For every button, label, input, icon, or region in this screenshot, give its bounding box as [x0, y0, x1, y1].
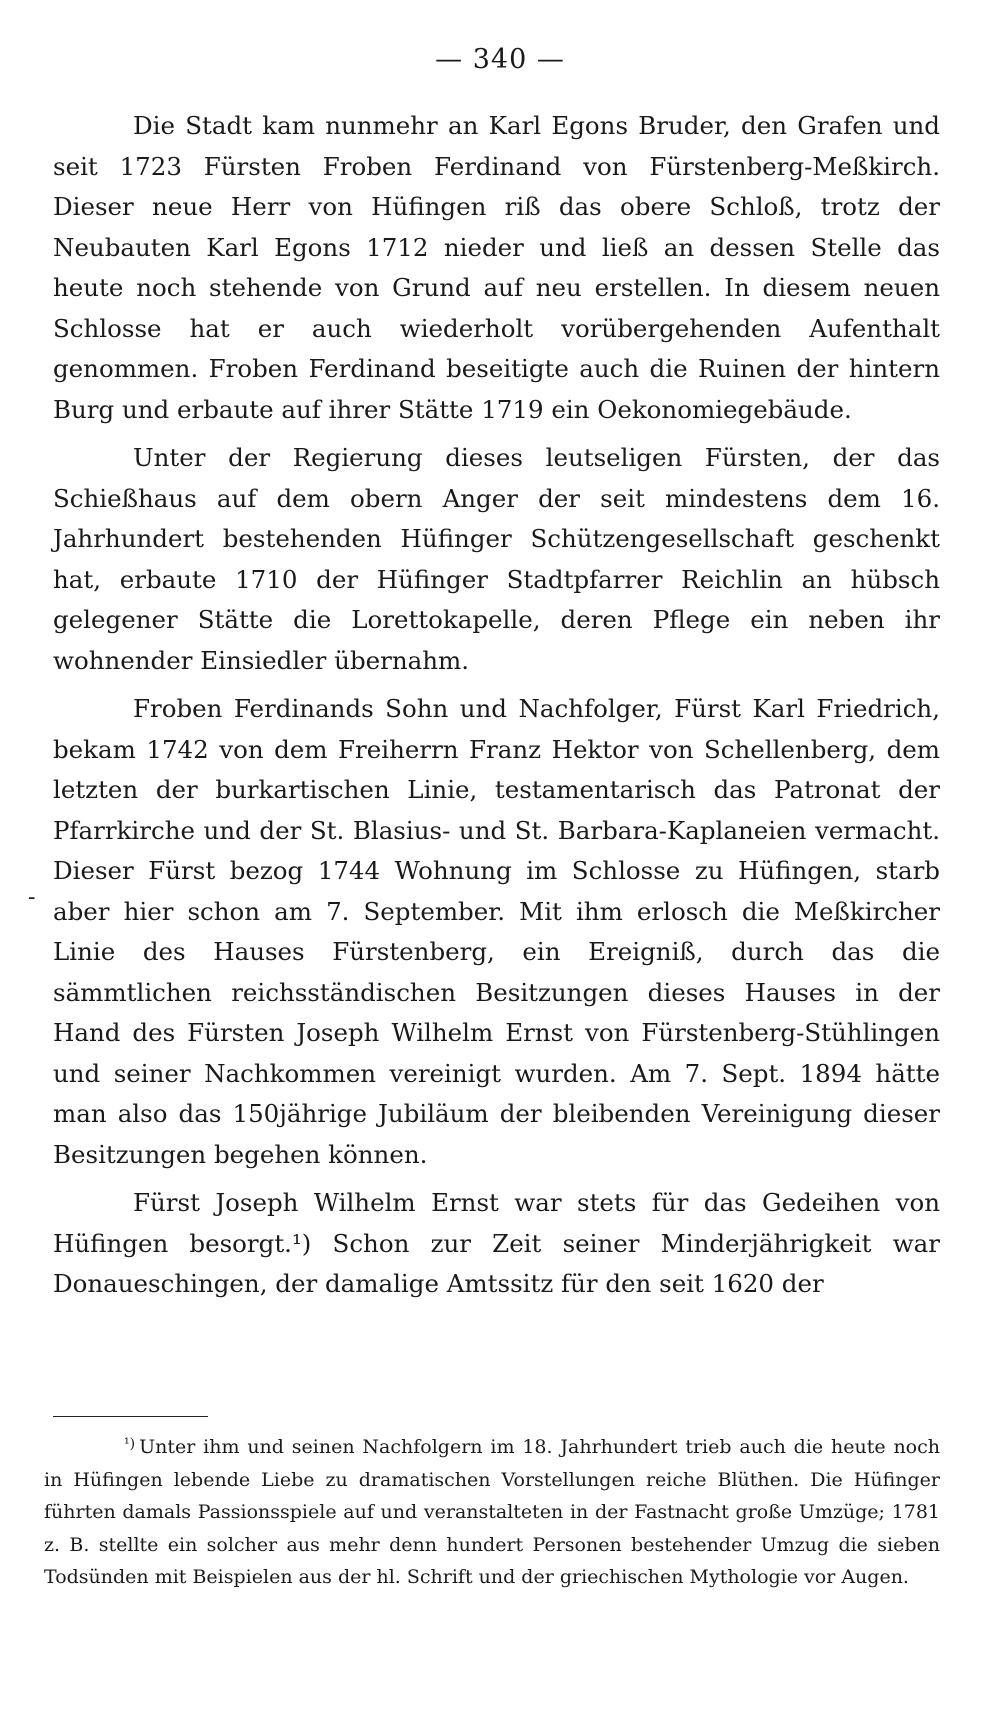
paragraph: Fürst Joseph Wilhelm Ernst war stets für das Gedeihen von Hüfingen besorgt.¹) Schon zur Zeit seiner Minderjährigkeit war Donaueschingen, der damalige Amtssitz für den seit 1620 der: [53, 1188, 940, 1298]
paragraph: Die Stadt kam nunmehr an Karl Egons Bruder, den Grafen und seit 1723 Fürsten Froben Ferdinand von Fürstenberg-Meßkirch. Dieser neue Herr von Hüfingen riß das obere Schloß, trotz der Neubauten Karl Egons 1712 nieder und ließ an dessen Stelle das heute noch stehende von Grund auf neu erstellen. In diesem neuen Schlosse hat er auch wiederholt vorübergehenden Aufenthalt genommen. Froben Ferdinand beseitigte auch die Ruinen der hintern Burg und erbaute auf ihrer Stätte 1719 ein Oekonomiegebäude.: [53, 111, 940, 424]
footnote-paragraph: [44, 1428, 940, 1594]
paragraph: Froben Ferdinands Sohn und Nachfolger, Fürst Karl Friedrich, bekam 1742 von dem Freiherrn Franz Hektor von Schellenberg, dem letzten der burkartischen Linie, testamentarisch das Patronat der Pfarrkirche und der St. Blasius- und St. Barbara-Kaplaneien vermacht. Dieser Fürst bezog 1744 Wohnung im Schlosse zu Hüfingen, starb aber hier schon am 7. September. Mit ihm erlosch die Meßkircher Linie des Hauses Fürstenberg, ein Ereigniß, durch das die sämmtlichen reichsständischen Besitzungen dieses Hauses in der Hand des Fürsten Joseph Wilhelm Ernst von Fürstenberg-Stühlingen und seiner Nachkommen vereinigt wurden. Am 7. Sept. 1894 hätte man also das 150jährige Jubiläum der bleibenden Vereinigung dieser Besitzungen begehen können.: [53, 694, 940, 1169]
footnote-divider: [53, 1416, 208, 1417]
footnote-marker: ¹): [124, 1436, 136, 1452]
paragraph: Unter der Regierung dieses leutseligen Fürsten, der das Schießhaus auf dem obern Anger der seit mindestens dem 16. Jahrhundert bestehenden Hüfinger Schützengesellschaft geschenkt hat, erbaute 1710 der Hüfinger Stadtpfarrer Reichlin an hübsch gelegener Stätte die Lorettokapelle, deren Pflege ein neben ihr wohnender Einsiedler übernahm.: [53, 443, 940, 675]
footnote: [44, 1428, 940, 1594]
page-number: — 340 —: [435, 44, 565, 75]
footnote-text: Unter ihm und seinen Nachfolgern im 18. Jahrhundert trieb auch die heute noch in Hüfingen lebende Liebe zu dramatischen Vorstellungen reiche Blüthen. Die Hüfinger führten damals Passionsspiele auf und veranstalteten in der Fastnacht große Umzüge; 1781 z. B. stellte ein solcher aus mehr denn hundert Personen bestehender Umzug die sieben Todsünden mit Beispielen aus der hl. Schrift und der griechischen Mythologie vor Augen.: [44, 1436, 940, 1588]
margin-mark: -: [28, 885, 36, 910]
body-text: [53, 106, 940, 1305]
